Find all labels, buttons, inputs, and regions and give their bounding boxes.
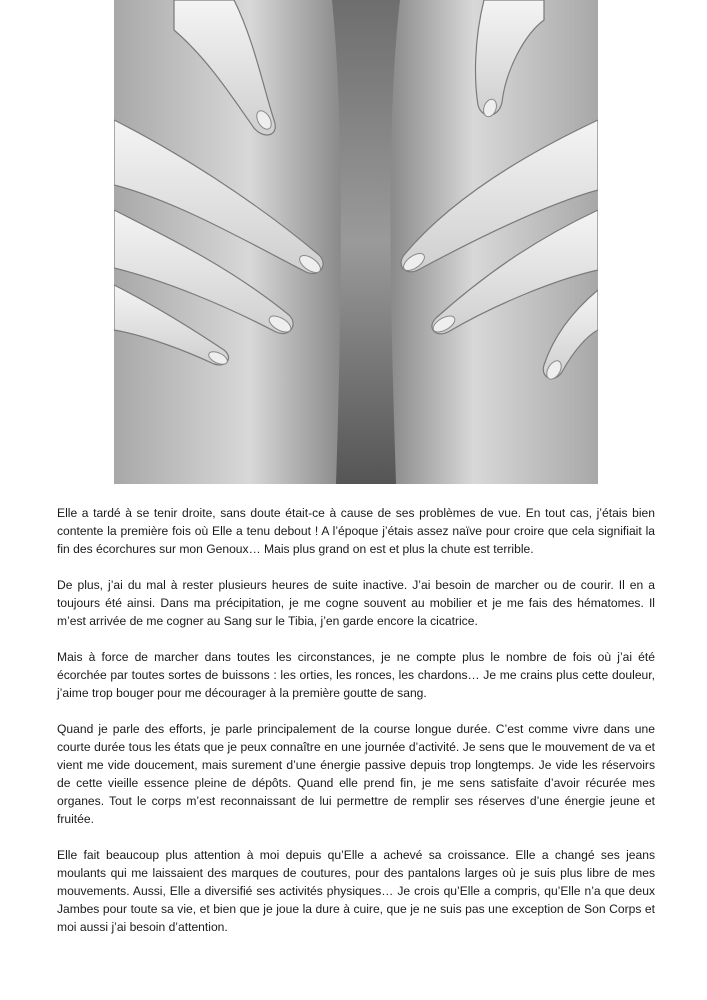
photo-illustration — [114, 0, 598, 484]
knees-hands-photo — [114, 0, 598, 484]
paragraph-2: De plus, j’ai du mal à rester plusieurs heures de suite inactive. J’ai besoin de marcher ou de courir. Il en a toujours été ainsi. Dans ma précipitation, je me cogne souvent au mobilier et je me fais des hématomes. Il m’est arrivée de me cogner au Sang sur le Tibia, j’en garde encore la cicatrice. — [57, 578, 655, 628]
paragraph-1: Elle a tardé à se tenir droite, sans doute était-ce à cause de ses problèmes de vue. En tout cas, j’étais bien contente la première fois où Elle a tenu debout ! A l’époque j’étais assez naïve pour croire que cela signifiait la fin des écorchures sur mon Genoux… Mais plus grand on est et plus la chute est terrible. — [57, 506, 655, 556]
paragraph-3: Mais à force de marcher dans toutes les circonstances, je ne compte plus le nombre de fois où j’ai été écorchée par toutes sortes de buissons : les orties, les ronces, les chardons… Je me crains plus cette douleur, j’aime trop bouger pour me décourager à la première goutte de sang. — [57, 650, 655, 700]
paragraph-4: Quand je parle des efforts, je parle principalement de la course longue durée. C’est comme vivre dans une courte durée tous les états que je peux connaître en une journée d’activité. Je sens que le mouvement de va et vient me vide doucement, mais surement d’une énergie passive depuis trop longtemps. Je vide les réservoirs de cette vieille essence pleine de dépôts. Quand elle prend fin, je me sens satisfaite d’avoir récurée mes organes. Tout le corps m’est reconnaissant de lui permettre de remplir ses réserves d’une énergie jeune et fruitée. — [57, 722, 655, 826]
paragraph-5: Elle fait beaucoup plus attention à moi depuis qu’Elle a achevé sa croissance. Elle a changé ses jeans moulants qui me laissaient des marques de coutures, pour des pantalons larges où je suis plus libre de mes mouvements. Aussi, Elle a diversifié ses activités physiques… Je crois qu’Elle a compris, qu’Elle n’a que deux Jambes pour toute sa vie, et bien que je joue la dure à cuire, que je ne suis pas une exception de Son Corps et moi aussi j’ai besoin d’attention. — [57, 848, 655, 934]
body-text — [57, 504, 655, 954]
